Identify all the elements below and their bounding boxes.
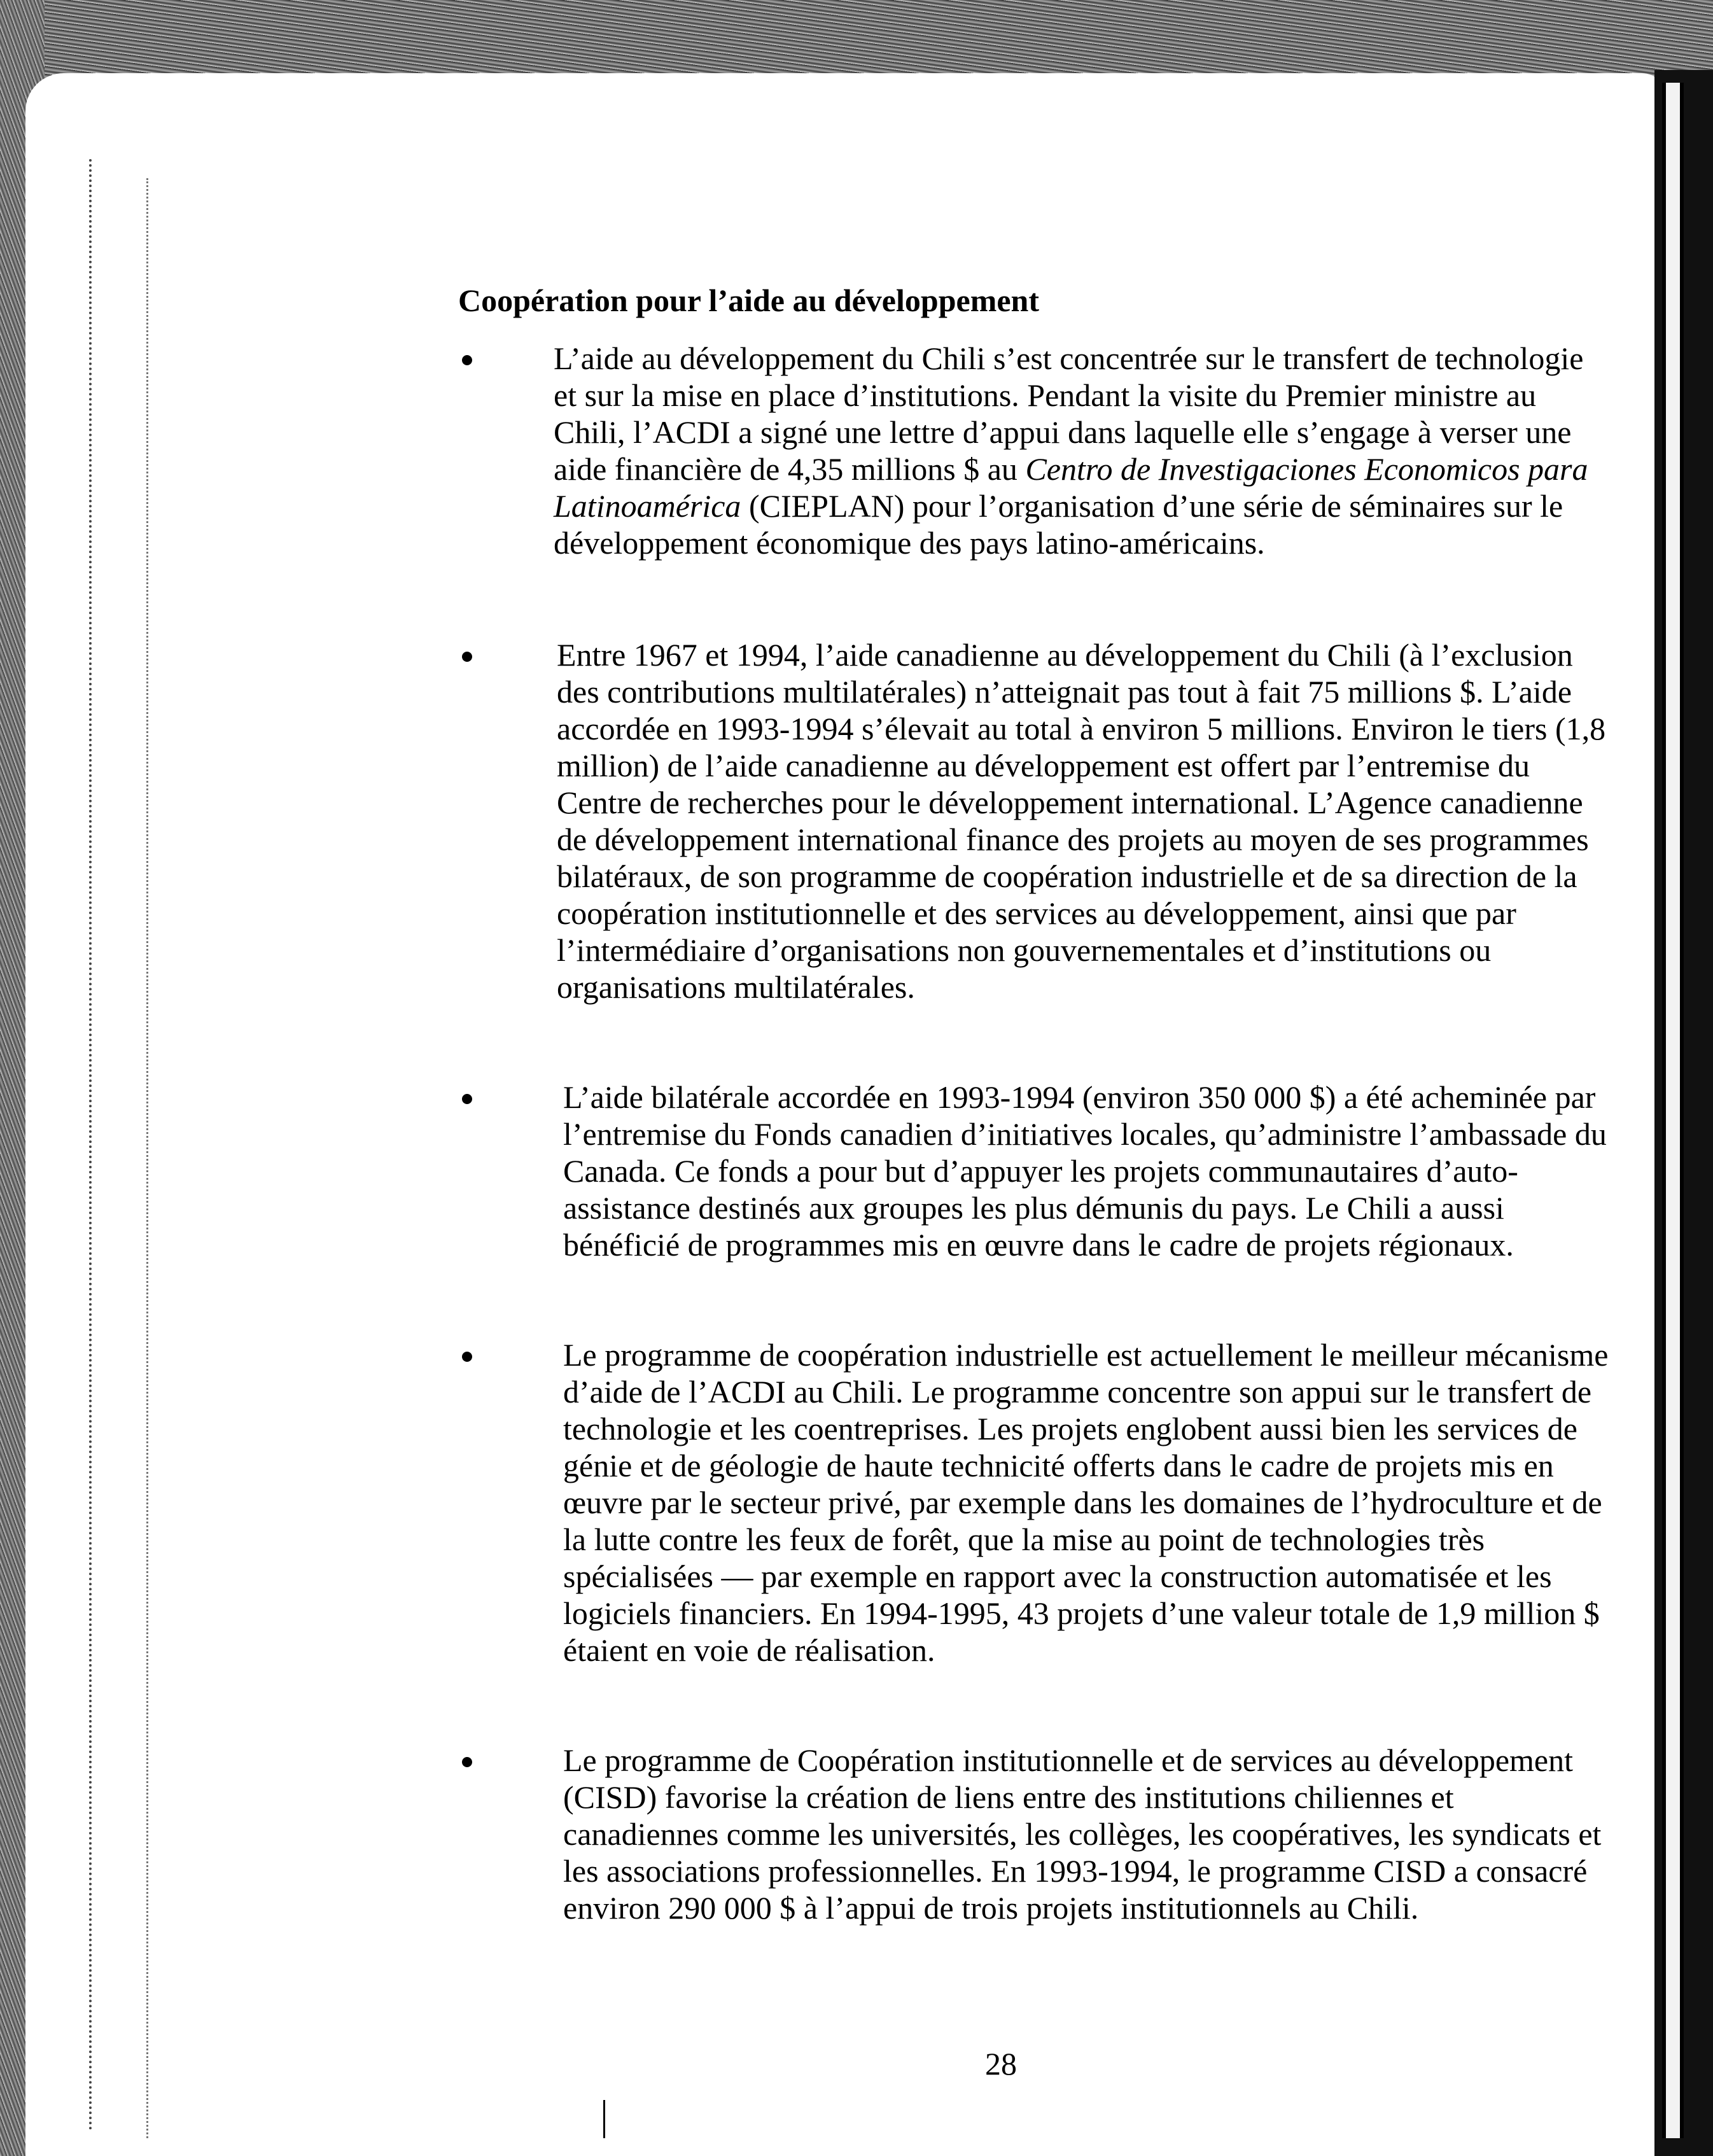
bullet-icon: [462, 1094, 472, 1104]
list-item-text: Le programme de Coopération institutionnelle et de services au développement (CISD) favorise la création de liens entre des institutions chiliennes et canadiennes comme les universités, les collèges, les coopératives, les syndicats et les associations professionnelles. En 1993-1994, le programme CISD a consacré environ 290 000 $ à l’appui de trois projets institutionnels au Chili.: [563, 1742, 1602, 1926]
bullet-icon: [462, 1757, 472, 1767]
list-item-text: L’aide bilatérale accordée en 1993-1994 (environ 350 000 $) a été acheminée par l’entremise du Fonds canadien d’initiatives locales, qu’administre l’ambassade du Canada. Ce fonds a pour but d’appuyer les projets communautaires d’auto-assistance destinés aux groupes les plus démunis du pays. Le Chili a aussi bénéficié de programmes mis en œuvre dans le cadre de projets régionaux.: [563, 1079, 1607, 1263]
list-item-text: Le programme de coopération industrielle est actuellement le meilleur mécanisme d’aide de l’ACDI au Chili. Le programme concentre son appui sur le transfert de technologie et les coentreprises. Les projets englobent aussi bien les services de génie et de géologie de haute technicité offerts dans le cadre de projets mis en œuvre par le secteur privé, par exemple dans les domaines de l’hydroculture et de la lutte contre les feux de forêt, que la mise au point de technologies très spécialisées — par exemple en rapport avec la construction automatisée et les logiciels financiers. En 1994-1995, 43 projets d’une valeur totale de 1,9 million $ étaient en voie de réalisation.: [563, 1337, 1609, 1668]
bullet-icon: [462, 652, 472, 662]
scan-mark: [603, 2100, 605, 2138]
page-number: 28: [985, 2046, 1017, 2082]
italic-org-name: Centro de Investigaciones Economicos para Latinoamérica: [554, 451, 1588, 524]
section-heading: Coopération pour l’aide au développement: [458, 283, 1039, 318]
list-item-text: Entre 1967 et 1994, l’aide canadienne au développement du Chili (à l’exclusion des contributions multilatérales) n’atteignait pas tout à fait 75 millions $. L’aide accordée en 1993-1994 s’élevait au total à environ 5 millions. Environ le tiers (1,8 million) de l’aide canadienne au développement est offert par l’entremise du Centre de recherches pour le développement international. L’Agence canadienne de développement international finance des projets au moyen de ses programmes bilatéraux, de son programme de coopération industrielle et de sa direction de la coopération institutionnelle et des services au développement, ainsi que par l’intermédiaire d’organisations non gouvernementales et d’institutions ou organisations multilatérales.: [557, 637, 1606, 1005]
bullet-icon: [462, 1352, 472, 1362]
list-item-text: L’aide au développement du Chili s’est concentrée sur le transfert de technologie et sur la mise en place d’institutions. Pendant la visite du Premier ministre au Chili, l’ACDI a signé une lettre d’appui dans laquelle elle s’engage à verser une aide financière de 4,35 millions $ au Centro de Investigaciones Economicos para Latinoamérica (CIEPLAN) pour l’organisation d’une série de séminaires sur le développement économique des pays latino-américains.: [554, 340, 1588, 561]
bullet-icon: [462, 355, 472, 365]
